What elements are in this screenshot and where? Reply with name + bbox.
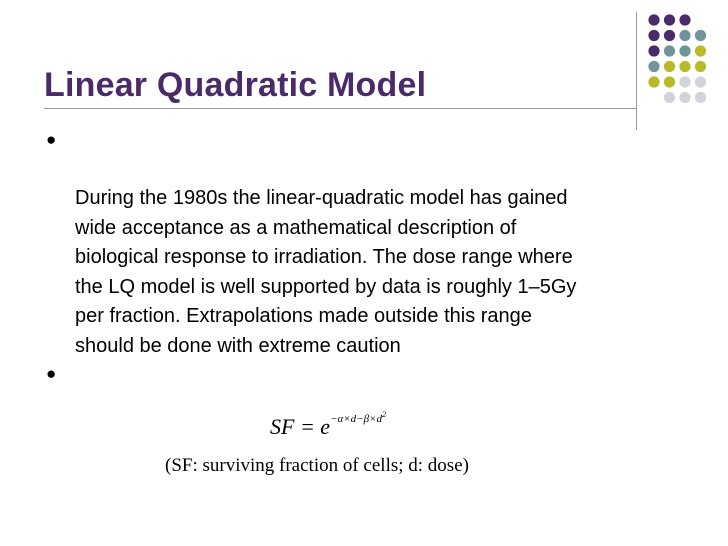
decorative-dot <box>695 92 706 103</box>
bullet-item <box>46 363 686 391</box>
decorative-dot <box>695 61 706 72</box>
decorative-dot <box>679 14 690 25</box>
decorative-dot <box>664 30 675 41</box>
formula-lhs: SF = e <box>270 414 331 439</box>
formula-exponent-power: 2 <box>382 410 387 419</box>
survival-fraction-formula <box>270 410 386 440</box>
decorative-dot <box>679 61 690 72</box>
decorative-dot <box>664 92 675 103</box>
decorative-dot <box>648 14 659 25</box>
decorative-dot <box>648 30 659 41</box>
title-underline <box>44 108 636 109</box>
decorative-dot <box>648 61 659 72</box>
decorative-dot <box>679 92 690 103</box>
decorative-dot <box>664 45 675 56</box>
decorative-dot <box>695 45 706 56</box>
decorative-dot <box>664 61 675 72</box>
vertical-divider-line <box>636 12 637 130</box>
decorative-dot <box>679 76 690 87</box>
decorative-dot <box>664 76 675 87</box>
bullet-marker-icon: ● <box>46 130 57 149</box>
decorative-dot <box>695 76 706 87</box>
bullet-marker-icon: ● <box>46 364 57 383</box>
decorative-dot <box>648 76 659 87</box>
slide-title: Linear Quadratic Model <box>44 66 427 104</box>
decorative-dot <box>695 30 706 41</box>
decorative-dot <box>648 45 659 56</box>
decorative-dot <box>679 30 690 41</box>
formula-caption: (SF: surviving fraction of cells; d: dose) <box>165 455 469 476</box>
bullet-text: During the 1980s the linear-quadratic model has gained wide acceptance as a mathematical description of biological response to irradiation. The dose range where the LQ model is well supported by data is roughly 1–5Gy per fraction. Extrapolations made outside this range should be done with extreme caution <box>75 187 577 357</box>
bullet-item <box>46 125 686 361</box>
decorative-dot <box>679 45 690 56</box>
formula-exponent: −α×d−β×d <box>330 413 383 425</box>
decorative-dot <box>664 14 675 25</box>
bullet-list <box>46 125 686 391</box>
